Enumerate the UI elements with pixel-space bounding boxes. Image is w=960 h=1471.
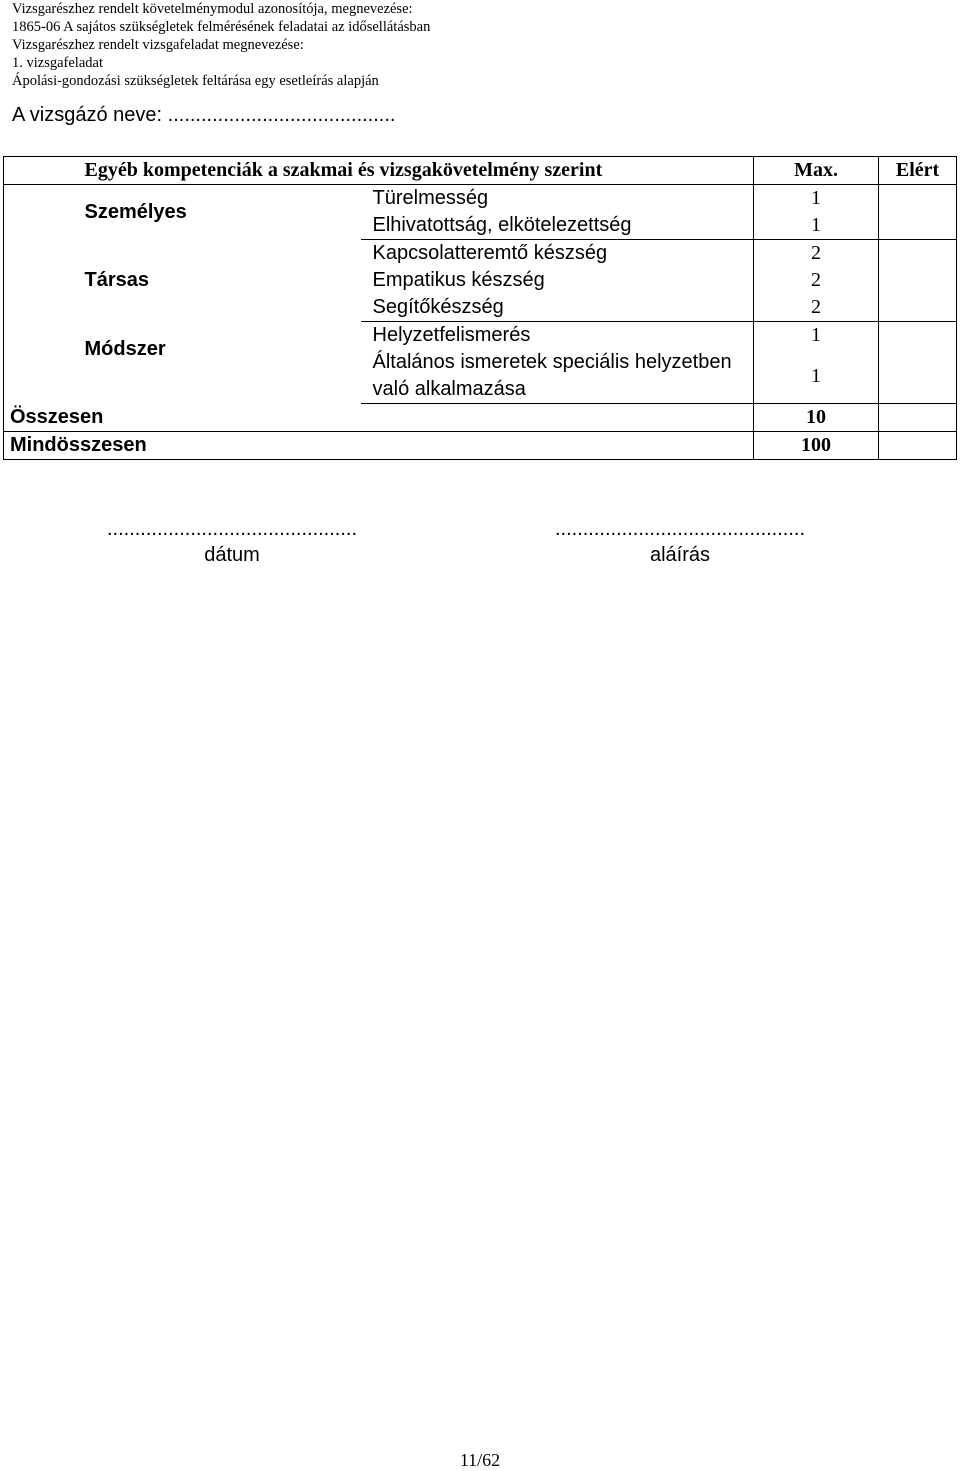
module-label: Vizsgarészhez rendelt követelménymodul azonosítója, megnevezése: xyxy=(12,1,413,17)
competency-score-table xyxy=(3,156,957,460)
achieved-column-header: Elért xyxy=(879,157,957,185)
page-number: 11/62 xyxy=(459,1450,501,1470)
achieved-cell[interactable] xyxy=(879,212,957,240)
date-signature-block xyxy=(92,516,372,568)
grand-total-achieved-cell[interactable] xyxy=(879,432,957,460)
max-score: 1 xyxy=(754,212,879,240)
competency-label: Helyzetfelismerés xyxy=(372,324,531,346)
subtotal-max: 10 xyxy=(754,404,879,432)
candidate-name-line: A vizsgázó neve: ......................................... xyxy=(12,104,396,126)
table-row xyxy=(4,322,957,350)
signature-label: aláírás xyxy=(649,544,711,566)
group-label-social: Társas xyxy=(84,269,149,291)
subtotal-row xyxy=(4,404,957,432)
table-row xyxy=(4,240,957,268)
max-score: 1 xyxy=(754,322,879,350)
max-score: 1 xyxy=(754,185,879,213)
achieved-cell[interactable] xyxy=(879,185,957,213)
task-name: Ápolási-gondozási szükségletek feltárása egy esetleírás alapján xyxy=(12,73,379,89)
date-dotted-line: ............................................. xyxy=(106,518,358,540)
achieved-cell[interactable] xyxy=(879,294,957,322)
competency-label: Segítőkészség xyxy=(361,294,754,322)
table-row xyxy=(4,185,957,213)
task-label: Vizsgarészhez rendelt vizsgafeladat megnevezése: xyxy=(12,37,304,53)
competency-label: Általános ismeretek speciális helyzetben való alkalmazása xyxy=(361,349,754,404)
signature-block xyxy=(540,516,820,568)
signature-dotted-line: ............................................. xyxy=(554,518,806,540)
date-label: dátum xyxy=(204,544,260,566)
competency-label: Empatikus készség xyxy=(372,269,545,291)
competency-label: Türelmesség xyxy=(372,187,489,209)
achieved-cell[interactable] xyxy=(879,349,957,404)
max-column-header: Max. xyxy=(754,157,879,185)
competency-label: Kapcsolatteremtő készség xyxy=(372,242,608,264)
table-title: Egyéb kompetenciák a szakmai és vizsgakövetelmény szerint xyxy=(79,157,754,185)
group-label-method: Módszer xyxy=(84,337,166,360)
achieved-cell[interactable] xyxy=(879,240,957,268)
achieved-cell[interactable] xyxy=(879,267,957,294)
document-header xyxy=(12,0,430,90)
table-header-row xyxy=(4,157,957,185)
max-score: 2 xyxy=(754,267,879,294)
grand-total-row xyxy=(4,432,957,460)
achieved-cell[interactable] xyxy=(879,322,957,350)
subtotal-achieved-cell[interactable] xyxy=(879,404,957,432)
module-name: 1865-06 A sajátos szükségletek felmérésének feladatai az idősellátásban xyxy=(12,19,431,35)
max-score: 2 xyxy=(754,294,879,322)
group-label-personal: Személyes xyxy=(84,200,187,223)
task-number: 1. vizsgafeladat xyxy=(12,55,103,71)
subtotal-label: Összesen xyxy=(4,404,754,432)
max-score: 1 xyxy=(754,349,879,404)
max-score: 2 xyxy=(754,240,879,268)
competency-label: Elhivatottság, elkötelezettség xyxy=(361,212,754,240)
grand-total-label: Mindösszesen xyxy=(4,432,754,460)
grand-total-max: 100 xyxy=(754,432,879,460)
